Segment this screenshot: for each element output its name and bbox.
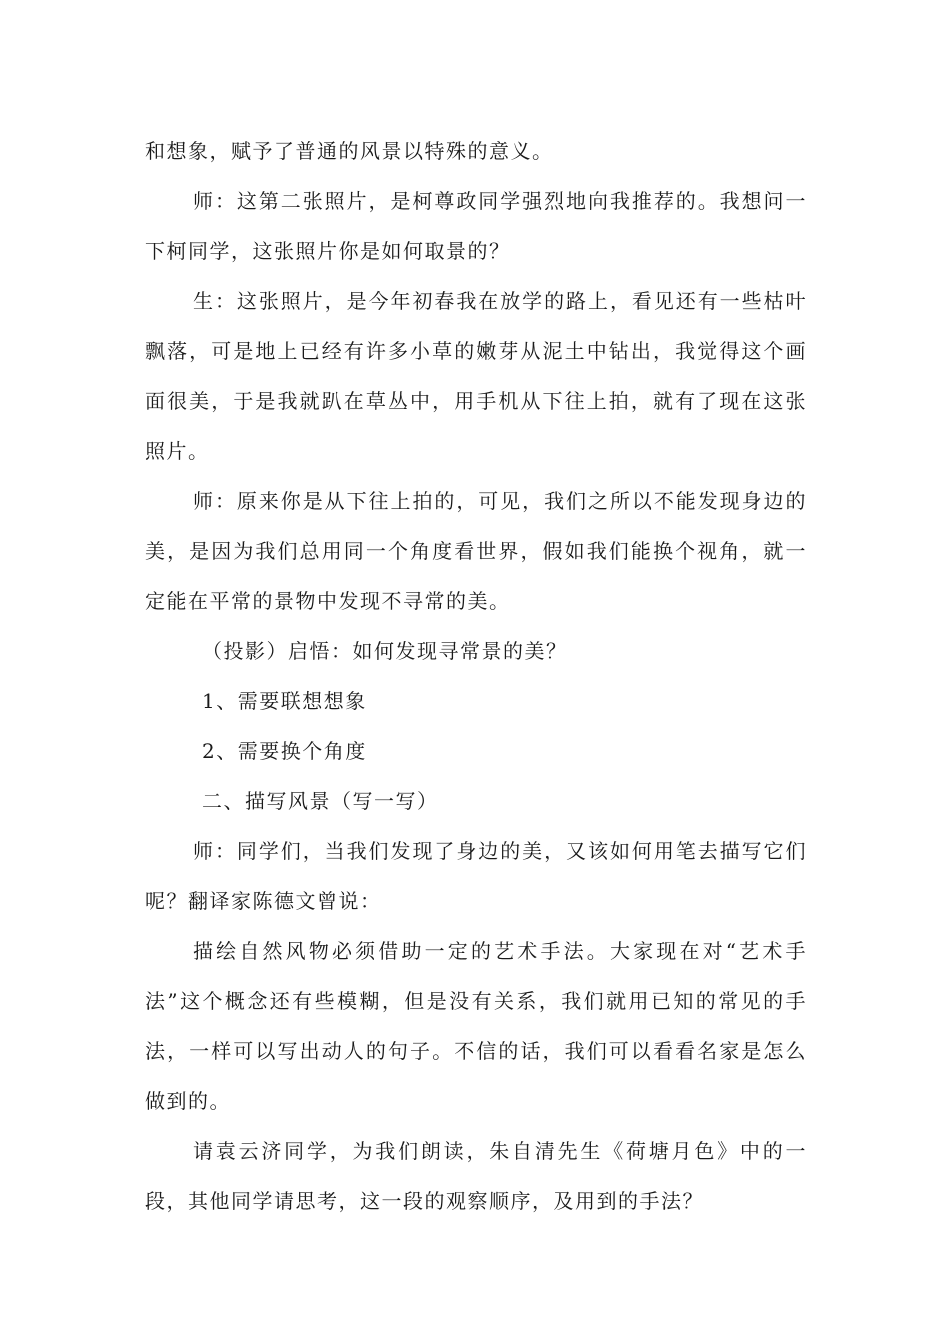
document-body (145, 126, 807, 1226)
paragraph-student-answer: 生：这张照片，是今年初春我在放学的路上，看见还有一些枯叶飘落，可是地上已经有许多小草的嫩芽从泥土中钻出，我觉得这个画面很美，于是我就趴在草丛中，用手机从下往上拍，就有了现在这张照片。 (145, 289, 807, 463)
paragraph-reading-request: 请袁云济同学，为我们朗读，朱自清先生《荷塘月色》中的一段，其他同学请思考，这一段的观察顺序，及用到的手法？ (145, 1139, 807, 1213)
paragraph-teacher-perspective: 师：原来你是从下往上拍的，可见，我们之所以不能发现身边的美，是因为我们总用同一个角度看世界，假如我们能换个视角，就一定能在平常的景物中发现不寻常的美。 (145, 489, 807, 613)
paragraph-teacher-photo-question: 师：这第二张照片，是柯尊政同学强烈地向我推荐的。我想问一下柯同学，这张照片你是如何取景的？ (145, 189, 807, 263)
paragraph-teacher-describe: 师：同学们，当我们发现了身边的美，又该如何用笔去描写它们呢？翻译家陈德文曾说： (145, 839, 807, 913)
projection-heading: （投影）启悟：如何发现寻常景的美？ (202, 639, 568, 663)
list-item-imagination: 1、需要联想想象 (202, 689, 367, 713)
paragraph-continuation: 和想象，赋予了普通的风景以特殊的意义。 (145, 139, 554, 163)
list-item-angle: 2、需要换个角度 (202, 739, 367, 763)
section-heading-describe-scenery: 二、描写风景（写一写） (202, 789, 439, 813)
paragraph-quote-art-technique: 描绘自然风物必须借助一定的艺术手法。大家现在对“艺术手法”这个概念还有些模糊，但是没有关系，我们就用已知的常见的手法，一样可以写出动人的句子。不信的话，我们可以看看名家是怎么做到的。 (145, 939, 807, 1113)
